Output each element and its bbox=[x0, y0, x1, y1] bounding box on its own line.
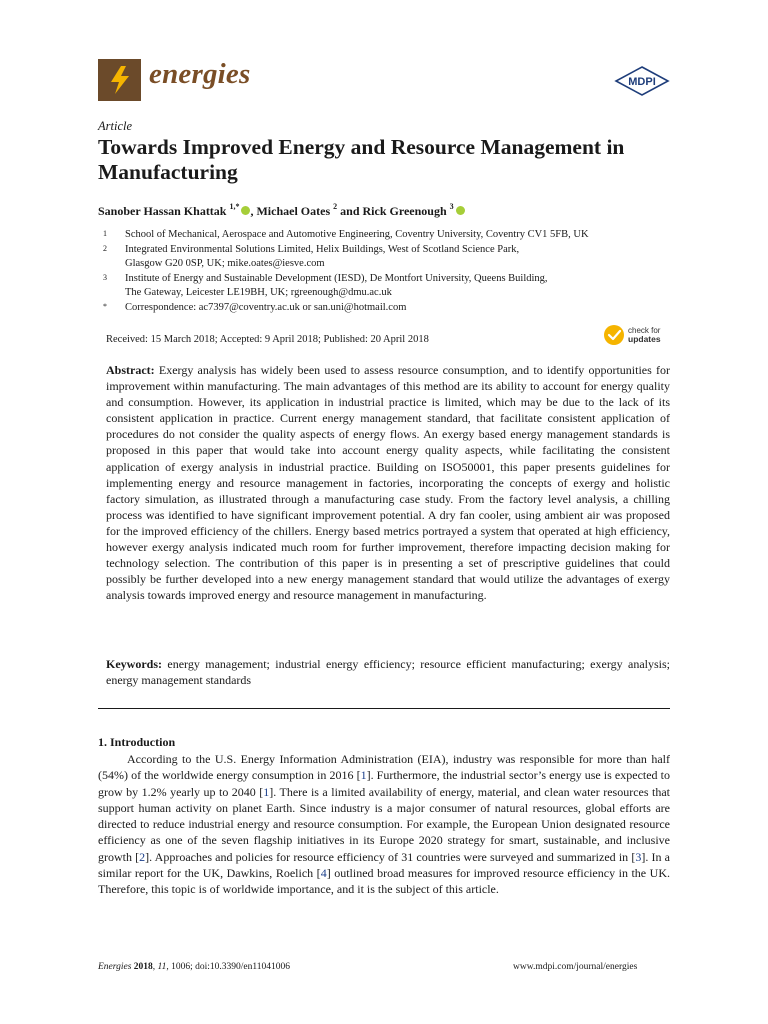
author-separator: , bbox=[250, 204, 257, 218]
introduction-paragraph bbox=[98, 751, 670, 898]
author-affiliation-marker: 2 bbox=[333, 202, 338, 211]
author-affiliation-marker: 3 bbox=[449, 202, 454, 211]
check-for-updates-badge[interactable] bbox=[603, 323, 675, 347]
article-type: Article bbox=[98, 119, 133, 133]
affiliation-line: Integrated Environmental Solutions Limited, Helix Buildings, West of Scotland Science Park, bbox=[125, 243, 520, 255]
author-separator: and bbox=[337, 204, 363, 218]
journal-logo-icon bbox=[98, 59, 141, 101]
affiliation-number: 3 bbox=[103, 272, 107, 282]
affiliation-line: Correspondence: ac7397@coventry.ac.uk or san.uni@hotmail.com bbox=[125, 301, 407, 313]
publication-dates: Received: 15 March 2018; Accepted: 9 April 2018; Published: 20 April 2018 bbox=[106, 334, 429, 345]
affiliation-line: Glasgow G20 0SP, UK; mike.oates@iesve.com bbox=[125, 258, 325, 269]
author-name: Michael Oates bbox=[256, 204, 331, 218]
keywords bbox=[106, 656, 670, 689]
author-name: Sanober Hassan Khattak bbox=[98, 204, 227, 218]
citation-link[interactable]: 1 bbox=[360, 768, 367, 783]
journal-name: energies bbox=[149, 58, 251, 90]
check-badge-icon bbox=[604, 325, 624, 345]
introduction-text: ]. Approaches and policies for resource efficiency of 31 countries were surveyed and summarized in [ bbox=[145, 849, 636, 864]
author-name: Rick Greenough bbox=[362, 204, 447, 218]
affiliation-item bbox=[103, 272, 683, 301]
mdpi-logo-icon bbox=[614, 66, 670, 96]
article-title: Towards Improved Energy and Resource Management in Manufacturing bbox=[98, 135, 625, 184]
citation-footer: Energies 2018, 11, 1006; doi:10.3390/en11041006 bbox=[98, 962, 291, 972]
introduction-text: According to the U.S. Energy Information Administration (EIA), industry was responsible for more than half (54%) of the worldwide energy consumption in 2016 [ bbox=[98, 752, 670, 783]
introduction-text: ] outlined broad measures for improved resource efficiency in the UK. Therefore, this topic is of worldwide importance, and it is the subject of this article. bbox=[98, 866, 671, 897]
orcid-icon[interactable] bbox=[456, 206, 465, 215]
section-heading-introduction: 1. Introduction bbox=[98, 735, 176, 749]
citation-link[interactable]: 2 bbox=[139, 849, 146, 864]
affiliation-item bbox=[103, 228, 683, 243]
footer-journal: Energies bbox=[98, 962, 132, 972]
abstract-label: Abstract: bbox=[106, 363, 155, 377]
affiliation-line: School of Mechanical, Aerospace and Automotive Engineering, Coventry University, Coventry CV1 5FB, UK bbox=[125, 229, 589, 240]
keywords-label: Keywords: bbox=[106, 657, 162, 671]
citation-link[interactable]: 3 bbox=[635, 849, 642, 864]
keywords-text: energy management; industrial energy efficiency; resource efficient manufacturing; exergy analysis; energy management standards bbox=[106, 657, 671, 688]
lightning-bolt-icon bbox=[107, 65, 133, 95]
affiliation-item bbox=[103, 301, 683, 316]
mdpi-logo-text: MDPI bbox=[628, 76, 656, 88]
footer-volume: 11 bbox=[157, 962, 167, 972]
introduction-text: ]. Furthermore, the industrial sector’s energy use is expected to grow by 1.2% yearly up to 2040 [ bbox=[98, 768, 670, 799]
affiliation-line: The Gateway, Leicester LE19BH, UK; rgreenough@dmu.ac.uk bbox=[125, 287, 392, 298]
affiliation-number: * bbox=[103, 301, 107, 311]
abstract bbox=[106, 362, 670, 603]
affiliation-number: 2 bbox=[103, 243, 107, 253]
author-affiliation-marker: 1,* bbox=[229, 202, 240, 211]
check-updates-line2: updates bbox=[628, 334, 661, 344]
introduction-text: ]. In a similar report for the UK, Dawkins, Roelich [ bbox=[98, 849, 671, 881]
section-divider bbox=[98, 708, 670, 709]
check-updates-line1: check for bbox=[628, 326, 661, 335]
citation-link[interactable]: 1 bbox=[263, 784, 270, 799]
footer-doi: , 1006; doi:10.3390/en11041006 bbox=[166, 962, 291, 972]
footer-year: 2018 bbox=[133, 962, 153, 972]
affiliations bbox=[103, 228, 683, 315]
affiliation-line: Institute of Energy and Sustainable Development (IESD), De Montfort University, Queens Building, bbox=[125, 272, 548, 284]
citation-link[interactable]: 4 bbox=[320, 866, 327, 881]
affiliation-number: 1 bbox=[103, 229, 107, 238]
affiliation-item bbox=[103, 243, 683, 272]
author-list bbox=[98, 204, 465, 219]
journal-url-link[interactable]: www.mdpi.com/journal/energies bbox=[513, 962, 638, 972]
introduction-text: ]. There is a limited availability of energy, material, and clean water resources that support human activity on planet Earth. Since industry is a major consumer of natural resources, global efforts are directed to reduce industrial energy and resource consumption. For example, the European Union designated resource efficiency as one of the seven flagship initiatives in its Europe 2020 strategy for smart, sustainable, and inclusive growth [ bbox=[98, 784, 670, 864]
abstract-text: Exergy analysis has widely been used to assess resource consumption, and to identify opportunities for improvement within manufacturing. The main advantages of this method are its ability to account for energy quality and consumption. However, its application in industrial practice is limited, which may be due to the lack of its consistent application in practice. Current energy management standard, that facilitate consistent application of procedures do not consider the quality aspects of energy flows. An exergy based energy management standards is proposed in this paper that would take into account energy quality aspects, while facilitating the consistent application of exergy analysis in industrial practice. Building on ISO50001, this paper presents guidelines for implementing energy and resource management in factories, incorporating the concepts of exergy and holistic factory simulation, as illustrated through a manufacturing case study. From the factory level analysis, a chilling process was identified to have significant improvement potential. A dry fan cooler, using ambient air was proposed for the improved efficiency of the chillers. Energy based metrics portrayed a system that operated at high efficiency, however exergy analysis indicated much room for further improvement, therefore impacting decision making for technology selection. The contribution of this paper is in presenting a set of prescriptive guidelines that could possibly be further developed into a new energy management standard that would utilize the advantages of exergy analysis towards improved energy and resource management in manufacturing. bbox=[106, 363, 671, 603]
